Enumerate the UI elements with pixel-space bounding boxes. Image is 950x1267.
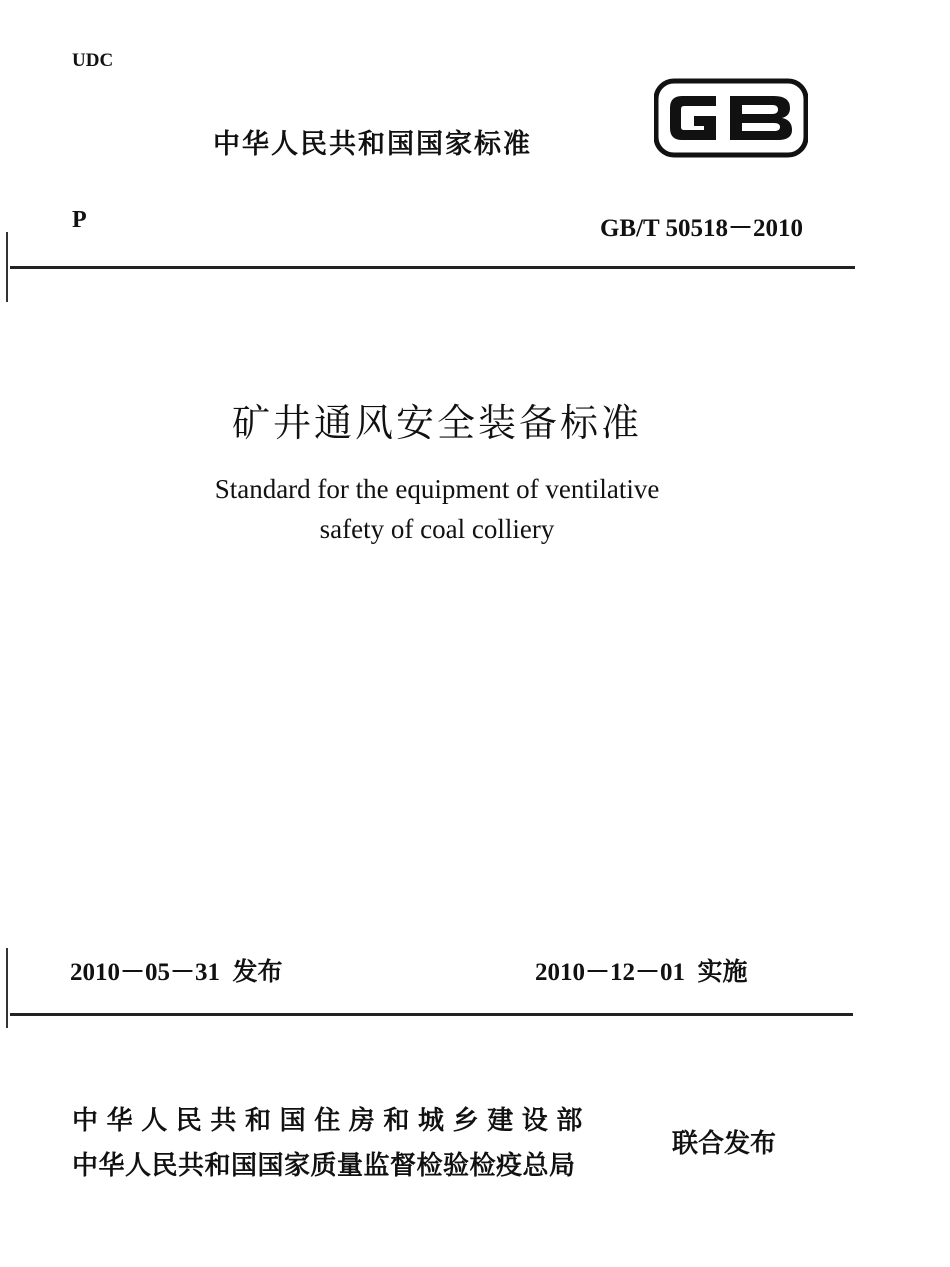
- title-english-line2: safety of coal colliery: [319, 514, 555, 544]
- header-divider: [10, 266, 855, 269]
- issue-date: 2010－05－31 发布: [70, 959, 283, 986]
- left-margin-mark: [6, 232, 8, 302]
- title-chinese: 矿井通风安全装备标准: [231, 401, 642, 445]
- publisher-aqsiq: 中华人民共和国国家质量监督检验检疫总局: [72, 1151, 576, 1181]
- joint-release-label: 联合发布: [672, 1129, 777, 1159]
- footer-divider: [10, 1013, 853, 1016]
- udc-label: UDC: [72, 50, 114, 71]
- gb-logo: [654, 78, 808, 158]
- publisher-ministry: 中华人民共和国住房和城乡建设部: [72, 1106, 592, 1136]
- category-code: P: [72, 207, 87, 233]
- implementation-date: 2010－12－01 实施: [535, 959, 748, 986]
- standard-number: GB/T 50518－2010: [599, 215, 803, 242]
- left-margin-mark: [6, 948, 8, 1028]
- national-standard-heading: 中华人民共和国国家标准: [213, 129, 532, 160]
- title-english-line1: Standard for the equipment of ventilative: [214, 474, 660, 504]
